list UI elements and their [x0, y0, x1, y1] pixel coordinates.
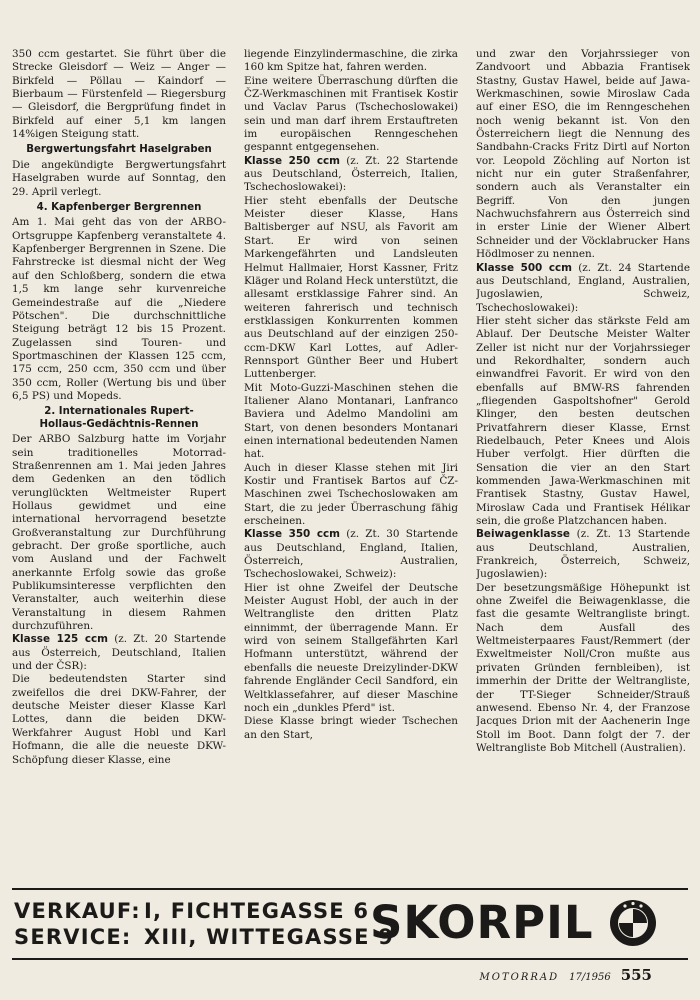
- paragraph: liegende Einzylindermaschine, die zirka 160 km Spitze hat, fahren werden.: [244, 48, 458, 74]
- class-label: Klasse 500 ccm: [476, 261, 572, 274]
- ad-address-block: [14, 898, 394, 950]
- brand-name: SKORPIL: [370, 896, 594, 949]
- section-heading-hollaus: [12, 406, 226, 431]
- paragraph: Der ARBO Salzburg hatte im Vorjahr sein traditionelles Motorrad-Straßenrennen am 1. Mai jeden Jahres dem Gedenken an den tödlich verunglückten Weltmeister Rupert Hollaus gewidmet und eine international hervorragend besetzte Großveranstaltung zur Durchführung gebracht. Der große sportliche, auch vom Ausland und der Fachwelt anerkannte Erfolg sowie das große Publikumsinteresse verpflichten den Veranstalter, auch weiterhin diese Veranstaltung in diesem Rahmen durchzuführen.: [12, 433, 226, 633]
- paragraph: Auch in dieser Klasse stehen mit Jiri Kostir und Frantisek Bartos auf ČZ-Maschinen zwei Tschechoslowaken am Start, die zu jeder Überraschung fähig erscheinen.: [244, 461, 458, 528]
- ad-line-verkauf: [14, 898, 394, 924]
- paragraph: Die angekündigte Bergwertungsfahrt Haselgraben wurde auf Sonntag, den 29. April verlegt.: [12, 158, 226, 198]
- class-paragraph-350: [244, 528, 458, 581]
- ad-address: I, FICHTEGASSE 6: [144, 899, 370, 923]
- section-heading-haselgraben: Bergwertungsfahrt Haselgraben: [26, 144, 212, 156]
- issue-number: 17/1956: [569, 972, 611, 983]
- ad-line-service: [14, 924, 394, 950]
- paragraph: Die bedeutendsten Starter sind zweifellos die drei DKW-Fahrer, der deutsche Meister dieser Klasse Karl Lottes, dann die beiden DKW-Werkfahrer August Hobl und Karl Hofmann, die alle die neueste DKW-Schöpfung dieser Klasse, eine: [12, 673, 226, 766]
- class-text: (z. Zt. 30 Startende aus Deutschland, England, Italien, Österreich, Australien, Tschechoslowakei, Schweiz):: [244, 528, 458, 581]
- paragraph: Diese Klasse bringt wieder Tschechen an den Start,: [244, 715, 458, 741]
- ad-address: XIII, WITTEGASSE 9: [144, 925, 395, 949]
- article-columns: [12, 48, 690, 886]
- column-1: [12, 48, 226, 886]
- class-text: (z. Zt. 13 Startende aus Deutschland, Australien, Frankreich, Österreich, Schweiz, Jugoslawien):: [476, 528, 690, 581]
- column-3: [476, 48, 690, 886]
- class-label: Beiwagenklasse: [476, 528, 570, 541]
- class-label: Klasse 125 ccm: [12, 633, 108, 646]
- ad-label: SERVICE:: [14, 925, 132, 949]
- page-number: 555: [620, 966, 652, 984]
- heading-line: Hollaus-Gedächtnis-Rennen: [39, 418, 199, 430]
- paragraph: Hier ist ohne Zweifel der Deutsche Meister August Hobl, der auch in der Weltrangliste den dritten Platz einnimmt, der überragende Mann. Er wird von seinem Stallgefährten Karl Hofmann unterstützt, während der ebenfalls die neueste Dreizylinder-DKW fahrende Engländer Cecil Sandford, ein Weltklassefahrer, auf dieser Maschine noch ein „dunkles Pferd" ist.: [244, 581, 458, 714]
- class-paragraph-250: [244, 155, 458, 195]
- class-text: (z. Zt. 22 Startende aus Deutschland, Österreich, Italien, Tschechoslowakei):: [244, 154, 458, 194]
- class-paragraph-500: [476, 262, 690, 315]
- class-label: Klasse 250 ccm: [244, 154, 340, 167]
- paragraph: Mit Moto-Guzzi-Maschinen stehen die Italiener Alano Montanari, Lanfranco Baviera und Adelmo Mandolini am Start, von denen besonders Montanari einen international bedeutenden Namen hat.: [244, 381, 458, 461]
- class-paragraph-beiwagen: [476, 528, 690, 581]
- paragraph: Am 1. Mai geht das von der ARBO-Ortsgruppe Kapfenberg veranstaltete 4. Kapfenberger Bergrennen in Szene. Die Fahrstrecke ist diesmal nicht der Weg auf den Schloßberg, sondern die etwa 1,5 km lange sehr kurvenreiche Gemeindestraße auf die „Niedere Pötschen". Die durchschnittliche Steigung beträgt 12 bis 15 Prozent. Zugelassen sind Touren- und Sportmaschinen der Klassen 125 ccm, 175 ccm, 250 ccm, 350 ccm und über 350 ccm, Roller (Wertung bis und über 6,5 PS) und Mopeds.: [12, 216, 226, 402]
- paragraph: Eine weitere Überraschung dürften die ČZ-Werkmaschinen mit Frantisek Kostir und Vaclav Parus (Tschechoslowakei) sein und man darf ihrem Erstauftreten im europäischen Renngeschehen gespannt entgegensehen.: [244, 74, 458, 154]
- paragraph: und zwar den Vorjahrssieger von Zandvoort und Abbazia Frantisek Stastny, Gustav Hawel, beide auf Jawa-Werkmaschinen, sowie Miroslaw Cada auf einer ESO, die im Renngeschehen noch wenig bekannt ist. Von den Österreichern liegt die Nennung des Sandbahn-Cracks Fritz Dirtl auf Norton vor. Leopold Zöchling auf Norton ist nicht nur ein guter Straßenfahrer, sondern auch als Veranstalter ein Begriff. Von den jungen Nachwuchsfahrern aus Österreich sind in erster Linie der Wiener Albert Schneider und der Vöcklabrucker Hans Hödlmoser zu nennen.: [476, 48, 690, 261]
- page-footer: [480, 966, 652, 984]
- paragraph: Der besetzungsmäßige Höhepunkt ist ohne Zweifel die Beiwagenklasse, die fast die gesamte Weltrangliste bringt. Nach dem Ausfall des Weltmeisterpaares Faust/Remmert (der Exweltmeister Noll/Cron mußte aus privaten Gründen fernbleiben), ist immerhin der Dritte der Weltrangliste, der TT-Sieger Schneider/Strauß anwesend. Ebenso Nr. 4, der Franzose Jacques Drion mit der Aachenerin Inge Stoll im Boot. Dann folgt der 7. der Weltrangliste Bob Mitchell (Australien).: [476, 581, 690, 754]
- bmw-roundel-icon: [608, 898, 658, 948]
- class-label: Klasse 350 ccm: [244, 528, 340, 541]
- skorpil-advertisement: [12, 888, 688, 960]
- class-text: (z. Zt. 20 Startende aus Österreich, Deutschland, Italien und der ČSR):: [12, 633, 226, 673]
- paragraph: Hier steht ebenfalls der Deutsche Meister dieser Klasse, Hans Baltisberger auf NSU, als Favorit am Start. Er wird von seinen Markengefährten und Landsleuten Helmut Hallmaier, Horst Kassner, Fritz Kläger und Roland Heck unterstützt, die allesamt erstklassige Fahrer sind. An weiteren fahrerisch und technisch erstklassigen Konkurrenten kommen aus Deutschland auf der einzigen 250-ccm-DKW Karl Lottes, auf Adler-Rennsport Günther Beer und Hubert Luttenberger.: [244, 194, 458, 381]
- magazine-name: MOTORRAD: [479, 972, 560, 983]
- paragraph: 350 ccm gestartet. Sie führt über die Strecke Gleisdorf — Weiz — Anger — Birkfeld — Pöllau — Kaindorf — Bierbaum — Fürstenfeld — Riegersburg — Gleisdorf, die Bergprüfung findet in Birkfeld auf einer 5,1 km langen 14%igen Steigung statt.: [12, 48, 226, 141]
- section-heading-kapfenberg: 4. Kapfenberger Bergrennen: [36, 201, 202, 213]
- class-paragraph-125: [12, 633, 226, 673]
- paragraph: Hier steht sicher das stärkste Feld am Ablauf. Der Deutsche Meister Walter Zeller ist nicht nur der Vorjahrssieger und Rekordhalter, sondern auch einwandfrei Favorit. Er wird von den ebenfalls auf BMW-RS fahrenden „fliegenden Gaspoltshofner" Gerold Klinger, den besten deutschen Privatfahrern dieser Klasse, Ernst Riedelbauch, Peter Knees und Alois Huber verfolgt. Hier dürften die Sensation die vier an den Start kommenden Jawa-Werkmaschinen mit Frantisek Stastny, Gustav Hawel, Miroslaw Cada und Frantisek Hélikar sein, die große Platzchancen haben.: [476, 314, 690, 528]
- ad-label: VERKAUF:: [14, 899, 141, 923]
- column-2: [244, 48, 458, 886]
- class-text: (z. Zt. 24 Startende aus Deutschland, England, Australien, Jugoslawien, Schweiz, Tschechoslowakei):: [476, 261, 690, 314]
- heading-line: 2. Internationales Rupert-: [44, 406, 194, 418]
